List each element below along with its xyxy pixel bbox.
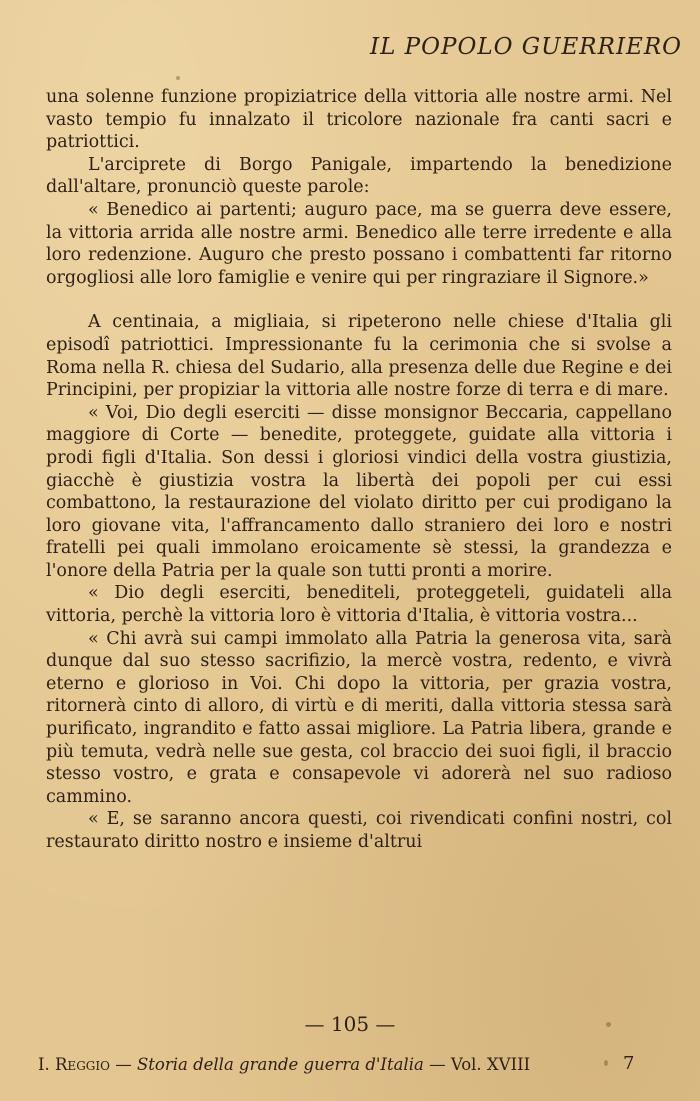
- paragraph-7: « Chi avrà sui campi immolato alla Patria la generosa vita, sarà dunque dal suo stesso sacrifizio, la mercè vostra, redento, e vivrà eterno e glorioso in Voi. Chi dopo la vittoria, per grazia vostra, ritornerà cinto di alloro, di virtù e di meriti, dalla vittoria stessa sarà purificato, ingrandito e fatto assai migliore. La Patria libera, grande e più temuta, vedrà nelle sue gesta, col braccio dei suoi figli, il braccio stesso vostro, e grata e consapevole vi adorerà nel suo radioso cammino.: [46, 628, 672, 807]
- body-text: [46, 86, 672, 854]
- paragraph-4: A centinaia, a migliaia, si ripeterono nelle chiese d'Italia gli episodî patriottici. Impressionante fu la cerimonia che si svolse a Roma nella R. chiesa del Sudario, alla presenza delle due Regine e dei Principini, per propiziar la vittoria alle nostre forze di terra e di mare.: [46, 312, 672, 401]
- footer-signature-line: [38, 1055, 638, 1074]
- footer-title: Storia della grande guerra d'Italia: [136, 1055, 424, 1074]
- foxing-spot: [606, 1022, 611, 1027]
- running-head: IL POPOLO GUERRIERO: [369, 34, 682, 60]
- foxing-spot: [604, 1060, 608, 1066]
- paragraph-6: « Dio degli eserciti, benediteli, proteggeteli, guidateli alla vittoria, perchè la vittoria loro è vittoria d'Italia, è vittoria vostra...: [46, 583, 672, 627]
- paragraph-5: « Voi, Dio degli eserciti — disse monsignor Beccaria, cappellano maggiore di Corte — benedite, proteggete, guidate alla vittoria i prodi figli d'Italia. Son dessi i gloriosi vindici della vostra giustizia, giacchè è giustizia vostra la libertà dei popoli per cui essi combattono, la restaurazione del violato diritto per cui prodigano la loro giovane vita, l'affrancamento dallo straniero dei loro e nostri fratelli pei quali immolano eroicamente sè stessi, la grandezza e l'onore della Patria per la quale son tutti pronti a morire.: [46, 402, 672, 581]
- foxing-spot: [176, 76, 180, 80]
- footer-signature-mark: 7: [623, 1053, 635, 1074]
- footer-dash-2: —: [429, 1055, 446, 1074]
- footer-author: I. Reggio: [38, 1055, 110, 1074]
- footer-volume: Vol. XVIII: [450, 1055, 531, 1074]
- paragraph-1: una solenne funzione propiziatrice della vittoria alle nostre armi. Nel vasto tempio fu innalzato il tricolore nazionale fra canti sacri e patriottici.: [46, 87, 672, 153]
- paragraph-3: « Benedico ai partenti; auguro pace, ma se guerra deve essere, la vittoria arrida alle nostre armi. Benedico alle terre irredente e alla loro redenzione. Auguro che presto possano i combattenti far ritorno orgogliosi alle loro famiglie e venire qui per ringraziare il Signore.»: [46, 199, 672, 288]
- paragraph-2: L'arciprete di Borgo Panigale, impartendo la benedizione dall'altare, pronunciò queste parole:: [46, 154, 672, 198]
- paragraph-8: « E, se saranno ancora questi, coi rivendicati confini nostri, col restaurato diritto nostro e insieme d'altrui: [46, 809, 672, 852]
- footer-dash: —: [115, 1055, 132, 1074]
- page-number: — 105 —: [304, 1012, 396, 1036]
